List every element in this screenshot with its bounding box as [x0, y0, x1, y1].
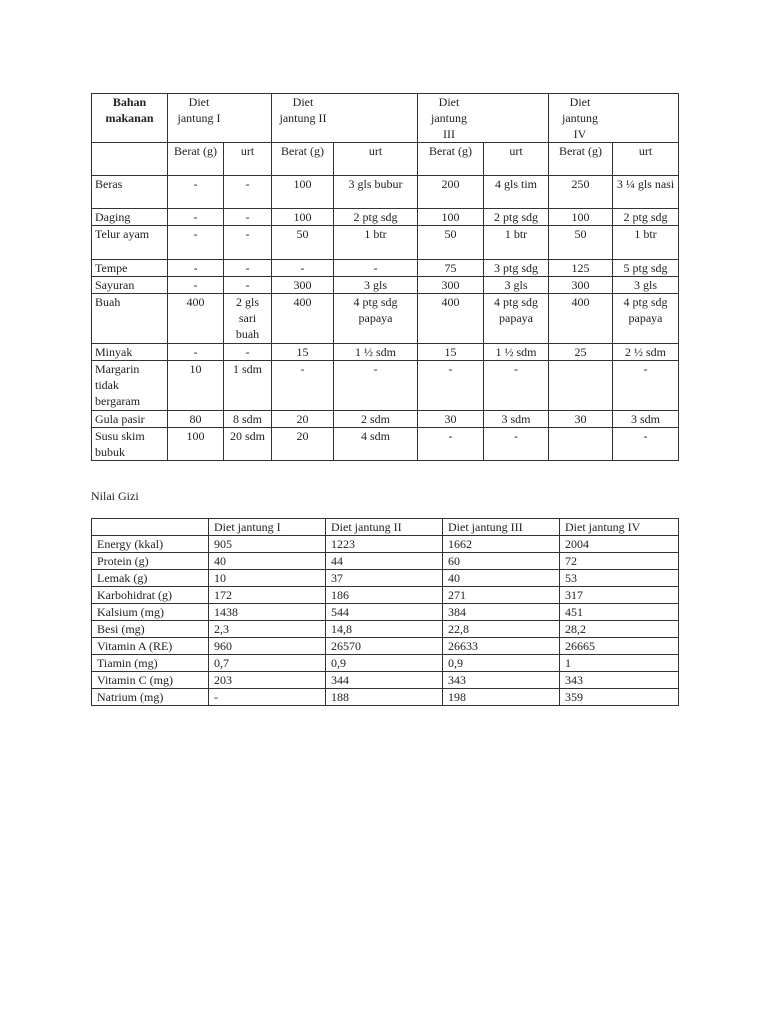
urt-cell: -: [224, 277, 272, 294]
berat-cell: 100: [272, 176, 334, 209]
berat-cell: 80: [168, 411, 224, 428]
berat-cell: [549, 428, 613, 461]
berat-cell: 10: [168, 361, 224, 411]
header-bahan-makanan: Bahan makanan: [92, 94, 168, 143]
berat-cell: 20: [272, 411, 334, 428]
urt-cell: 2 gls sari buah: [224, 294, 272, 344]
nutrient-value-cell: 37: [326, 570, 443, 587]
table-row: [92, 655, 679, 672]
table-header-row: [92, 519, 679, 536]
urt-cell: 1 btr: [484, 226, 549, 260]
urt-cell: 2 sdm: [334, 411, 418, 428]
berat-cell: 75: [418, 260, 484, 277]
berat-cell: -: [418, 428, 484, 461]
berat-cell: 20: [272, 428, 334, 461]
urt-cell: 3 ptg sdg: [484, 260, 549, 277]
table-row: [92, 428, 679, 461]
urt-cell: 3 gls: [484, 277, 549, 294]
berat-cell: 250: [549, 176, 613, 209]
urt-cell: 3 sdm: [613, 411, 679, 428]
urt-cell: 3 gls: [613, 277, 679, 294]
berat-cell: 100: [272, 209, 334, 226]
nutrition-header-cell: Diet jantung II: [326, 519, 443, 536]
table-row: [92, 638, 679, 655]
urt-cell: 1 ½ sdm: [334, 344, 418, 361]
nutrient-value-cell: 44: [326, 553, 443, 570]
urt-cell: 20 sdm: [224, 428, 272, 461]
berat-cell: 400: [168, 294, 224, 344]
urt-cell: 3 ¼ gls nasi: [613, 176, 679, 209]
berat-cell: 400: [418, 294, 484, 344]
table-row: [92, 553, 679, 570]
nutrient-value-cell: 1662: [443, 536, 560, 553]
berat-cell: 50: [549, 226, 613, 260]
berat-cell: 100: [418, 209, 484, 226]
nutrient-value-cell: 26665: [560, 638, 679, 655]
nutrient-value-cell: 271: [443, 587, 560, 604]
nutrient-value-cell: 14,8: [326, 621, 443, 638]
nutrient-value-cell: 1: [560, 655, 679, 672]
table-row: [92, 411, 679, 428]
urt-cell: 2 ½ sdm: [613, 344, 679, 361]
nutrition-header-cell: Diet jantung III: [443, 519, 560, 536]
nutrient-value-cell: 2,3: [209, 621, 326, 638]
nutrient-value-cell: 359: [560, 689, 679, 706]
urt-cell: 3 gls bubur: [334, 176, 418, 209]
nutrition-header-cell: Diet jantung IV: [560, 519, 679, 536]
nutrient-value-cell: 960: [209, 638, 326, 655]
nutrient-value-cell: 72: [560, 553, 679, 570]
nutrient-name-cell: Natrium (mg): [92, 689, 209, 706]
subheader-berat-2: Berat (g): [272, 143, 334, 176]
table-row: [92, 294, 679, 344]
berat-cell: 50: [272, 226, 334, 260]
berat-cell: 50: [418, 226, 484, 260]
berat-cell: 300: [549, 277, 613, 294]
berat-cell: 30: [549, 411, 613, 428]
food-name-cell: Beras: [92, 176, 168, 209]
urt-cell: 1 btr: [334, 226, 418, 260]
nutrient-value-cell: 26633: [443, 638, 560, 655]
nutrient-value-cell: 0,9: [326, 655, 443, 672]
food-name-cell: Tempe: [92, 260, 168, 277]
urt-cell: -: [224, 176, 272, 209]
berat-cell: 100: [168, 428, 224, 461]
nutrient-value-cell: 344: [326, 672, 443, 689]
food-name-cell: Susu skim bubuk: [92, 428, 168, 461]
table-subheader-row: [92, 143, 679, 176]
berat-cell: 200: [418, 176, 484, 209]
table-row: [92, 226, 679, 260]
berat-cell: 400: [272, 294, 334, 344]
food-name-cell: Buah: [92, 294, 168, 344]
nutrient-name-cell: Karbohidrat (g): [92, 587, 209, 604]
nutrient-name-cell: Protein (g): [92, 553, 209, 570]
nutrient-name-cell: Besi (mg): [92, 621, 209, 638]
food-name-cell: Minyak: [92, 344, 168, 361]
food-table-body: [92, 176, 679, 461]
urt-cell: -: [613, 428, 679, 461]
food-composition-table: [91, 93, 679, 461]
food-name-cell: Sayuran: [92, 277, 168, 294]
food-name-cell: Gula pasir: [92, 411, 168, 428]
food-name-cell: Telur ayam: [92, 226, 168, 260]
berat-cell: 300: [418, 277, 484, 294]
nutrient-value-cell: -: [209, 689, 326, 706]
urt-cell: 4 ptg sdg papaya: [484, 294, 549, 344]
urt-cell: 2 ptg sdg: [334, 209, 418, 226]
urt-cell: -: [224, 260, 272, 277]
urt-cell: 2 ptg sdg: [484, 209, 549, 226]
urt-cell: -: [334, 361, 418, 411]
table-row: [92, 277, 679, 294]
table-header-row: [92, 94, 679, 143]
subheader-urt-3: urt: [484, 143, 549, 176]
table-row: [92, 672, 679, 689]
urt-cell: 4 gls tim: [484, 176, 549, 209]
subheader-berat-1: Berat (g): [168, 143, 224, 176]
nutrient-value-cell: 343: [443, 672, 560, 689]
berat-cell: [549, 361, 613, 411]
nutrient-value-cell: 40: [443, 570, 560, 587]
subheader-berat-3: Berat (g): [418, 143, 484, 176]
urt-cell: -: [484, 428, 549, 461]
table-row: [92, 361, 679, 411]
table-row: [92, 344, 679, 361]
nutrient-value-cell: 384: [443, 604, 560, 621]
nutrient-name-cell: Vitamin A (RE): [92, 638, 209, 655]
nutrient-value-cell: 10: [209, 570, 326, 587]
urt-cell: -: [224, 209, 272, 226]
nutrition-value-table: [91, 518, 679, 706]
nutrient-name-cell: Lemak (g): [92, 570, 209, 587]
nutrient-value-cell: 1438: [209, 604, 326, 621]
berat-cell: -: [272, 361, 334, 411]
table-row: [92, 176, 679, 209]
nutrient-name-cell: Energy (kkal): [92, 536, 209, 553]
nutrient-value-cell: 343: [560, 672, 679, 689]
subheader-empty: [92, 143, 168, 176]
table-row: [92, 570, 679, 587]
nutrient-value-cell: 544: [326, 604, 443, 621]
nutrient-name-cell: Kalsium (mg): [92, 604, 209, 621]
nutrition-header-cell: Diet jantung I: [209, 519, 326, 536]
urt-cell: 3 gls: [334, 277, 418, 294]
nutrient-name-cell: Tiamin (mg): [92, 655, 209, 672]
food-name-cell: Margarin tidak bergaram: [92, 361, 168, 411]
berat-cell: -: [168, 226, 224, 260]
nutrient-value-cell: 317: [560, 587, 679, 604]
header-diet-4: Diet jantung IV: [549, 94, 679, 143]
nilai-gizi-title: Nilai Gizi: [91, 489, 139, 503]
header-diet-2: Diet jantung II: [272, 94, 418, 143]
berat-cell: 30: [418, 411, 484, 428]
berat-cell: 15: [418, 344, 484, 361]
subheader-urt-1: urt: [224, 143, 272, 176]
urt-cell: 3 sdm: [484, 411, 549, 428]
nutrient-value-cell: 0,7: [209, 655, 326, 672]
berat-cell: -: [168, 277, 224, 294]
nutrient-value-cell: 53: [560, 570, 679, 587]
food-name-cell: Daging: [92, 209, 168, 226]
subheader-urt-4: urt: [613, 143, 679, 176]
nutrient-value-cell: 905: [209, 536, 326, 553]
urt-cell: 5 ptg sdg: [613, 260, 679, 277]
nutrient-value-cell: 60: [443, 553, 560, 570]
urt-cell: 4 sdm: [334, 428, 418, 461]
nutrient-value-cell: 203: [209, 672, 326, 689]
nutrient-value-cell: 40: [209, 553, 326, 570]
table-row: [92, 621, 679, 638]
berat-cell: -: [168, 176, 224, 209]
subheader-berat-4: Berat (g): [549, 143, 613, 176]
header-diet-1: Diet jantung I: [168, 94, 272, 143]
berat-cell: -: [272, 260, 334, 277]
urt-cell: 1 btr: [613, 226, 679, 260]
nutrition-table-body: [92, 519, 679, 706]
nutrient-value-cell: 0,9: [443, 655, 560, 672]
berat-cell: -: [418, 361, 484, 411]
subheader-urt-2: urt: [334, 143, 418, 176]
table-row: [92, 689, 679, 706]
urt-cell: 1 ½ sdm: [484, 344, 549, 361]
urt-cell: 4 ptg sdg papaya: [334, 294, 418, 344]
berat-cell: -: [168, 344, 224, 361]
nutrient-value-cell: 186: [326, 587, 443, 604]
header-diet-3: Diet jantung III: [418, 94, 549, 143]
berat-cell: -: [168, 260, 224, 277]
table-row: [92, 587, 679, 604]
table-row: [92, 536, 679, 553]
urt-cell: 1 sdm: [224, 361, 272, 411]
urt-cell: -: [334, 260, 418, 277]
nutrient-name-cell: Vitamin C (mg): [92, 672, 209, 689]
nutrient-value-cell: 1223: [326, 536, 443, 553]
nutrient-value-cell: 22,8: [443, 621, 560, 638]
berat-cell: 125: [549, 260, 613, 277]
urt-cell: -: [224, 344, 272, 361]
berat-cell: 300: [272, 277, 334, 294]
nutrient-value-cell: 28,2: [560, 621, 679, 638]
berat-cell: 100: [549, 209, 613, 226]
berat-cell: 400: [549, 294, 613, 344]
urt-cell: -: [224, 226, 272, 260]
urt-cell: -: [484, 361, 549, 411]
nutrient-value-cell: 198: [443, 689, 560, 706]
urt-cell: 8 sdm: [224, 411, 272, 428]
urt-cell: -: [613, 361, 679, 411]
urt-cell: 2 ptg sdg: [613, 209, 679, 226]
nutrient-value-cell: 172: [209, 587, 326, 604]
nutrition-header-cell: [92, 519, 209, 536]
berat-cell: -: [168, 209, 224, 226]
berat-cell: 15: [272, 344, 334, 361]
table-row: [92, 260, 679, 277]
table-row: [92, 209, 679, 226]
nutrient-value-cell: 188: [326, 689, 443, 706]
nutrient-value-cell: 2004: [560, 536, 679, 553]
berat-cell: 25: [549, 344, 613, 361]
urt-cell: 4 ptg sdg papaya: [613, 294, 679, 344]
nutrient-value-cell: 451: [560, 604, 679, 621]
table-row: [92, 604, 679, 621]
nutrient-value-cell: 26570: [326, 638, 443, 655]
